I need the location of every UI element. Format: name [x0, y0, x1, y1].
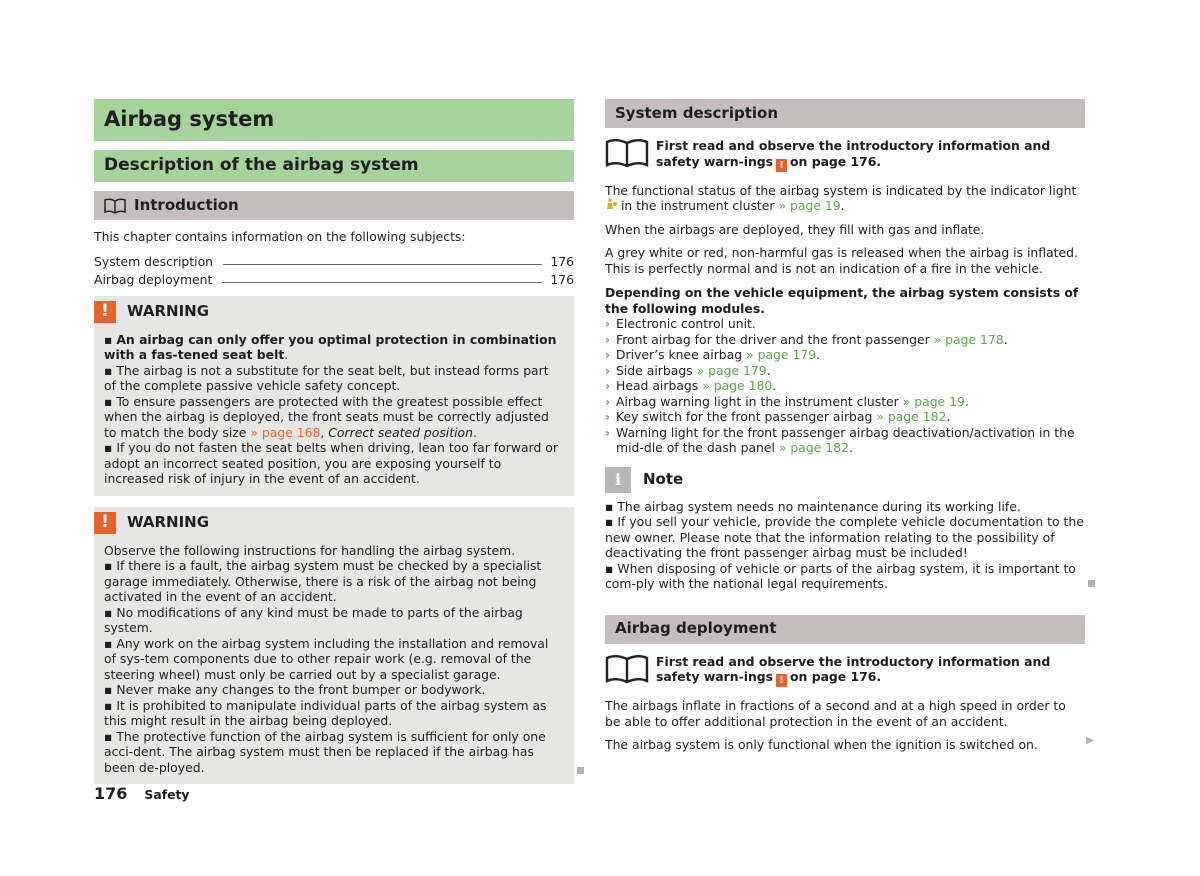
- paragraph: The airbags inflate in fractions of a second and at a high speed in order to be able to offer additional protection in the event of an accident.: [605, 698, 1066, 729]
- warning-item-text: It is prohibited to manipulate individual parts of the airbag system as this might result in the airbag being deployed.: [104, 697, 547, 728]
- section-end-marker: [577, 767, 584, 774]
- warning-item-text: Never make any changes to the front bumper or bodywork.: [116, 682, 486, 697]
- note-item-text: The airbag system needs no maintenance during its working life.: [617, 498, 1021, 514]
- list-item-text: Key switch for the front passenger airbag: [616, 409, 877, 424]
- list-item-text: Electronic control unit.: [616, 316, 756, 331]
- read-first-text-a: First read and observe the introductory information and safety warn-ings: [656, 138, 1051, 169]
- page-link[interactable]: » page 19: [902, 393, 965, 409]
- link-target-title: Correct seated position: [328, 424, 473, 440]
- airbag-deployment-header: [605, 615, 1085, 644]
- warning-item-text: The protective function of the airbag system is sufficient for only one acci-dent. The airbag system must then be replaced if the airbag has been de-ployed.: [104, 728, 546, 775]
- modules-intro: Depending on the vehicle equipment, the airbag system consists of the following modules.: [605, 285, 1079, 316]
- list-item: [605, 316, 1085, 332]
- list-item: [605, 425, 1085, 456]
- page-number: 176: [94, 784, 128, 803]
- toc-item[interactable]: [94, 270, 574, 288]
- warning-box: [94, 507, 574, 785]
- airbag-indicator-icon: [605, 198, 617, 213]
- list-item-text: .: [1003, 331, 1008, 347]
- list-item: [605, 378, 1085, 394]
- note-item-text: When disposing of vehicle or parts of the airbag system, it is important to com-ply with the national legal requirements.: [605, 560, 1076, 591]
- warning-body: [104, 332, 564, 487]
- list-item-text: Warning light for the front passenger airbag deactivation/activation in the mid-dle of the dash panel: [616, 424, 1075, 455]
- warning-exclamation-icon: !: [776, 674, 787, 687]
- warning-item-text: If you do not fasten the seat belts when driving, lean too far forward or adopt an incorrect seated position, you are exposing yourself to increased risk of injury in the event of an accident.: [104, 440, 558, 486]
- warning-item-text: ,: [320, 424, 329, 440]
- warning-item: ▪ The protective function of the airbag system is sufficient for only one acci-dent. The airbag system must then be replaced if the airbag has been de-ployed.: [104, 728, 546, 775]
- paragraph: A grey white or red, non-harmful gas is released when the airbag is inflated. This is perfectly normal and is not an indication of a fire in the vehicle.: [605, 245, 1078, 276]
- book-icon: [605, 138, 651, 172]
- warning-exclamation-icon: !: [94, 512, 116, 534]
- chapter-title: Airbag system: [94, 99, 574, 141]
- paragraph-text: in the instrument cluster: [620, 198, 775, 213]
- page-link[interactable]: » page 182: [778, 440, 849, 455]
- section-name: Safety: [144, 787, 190, 802]
- page-link[interactable]: » page 180: [702, 378, 773, 393]
- list-item-text: Airbag warning light in the instrument cluster: [616, 393, 903, 409]
- warning-item-text: .: [472, 424, 477, 440]
- warning-box: [94, 296, 574, 496]
- note-item-text: If you sell your vehicle, provide the complete vehicle documentation to the new owner. Please note that the information relating to the possibility of deactivating the front passenger airbag must be included!: [605, 514, 1084, 560]
- chevron-right-icon: ›: [605, 424, 611, 440]
- note-item: ▪ The airbag system needs no maintenance during its working life.: [605, 498, 1021, 514]
- introduction-title: Introduction: [134, 195, 239, 214]
- warning-item-text: The airbag is not a substitute for the seat belt, but instead forms part of the complete passive vehicle safety concept.: [104, 362, 549, 393]
- chevron-right-icon: ›: [605, 347, 611, 362]
- warning-header: [101, 296, 564, 328]
- read-first-text: [656, 138, 1085, 172]
- read-first-text-b: on page 176.: [790, 669, 882, 684]
- warning-intro: Observe the following instructions for handling the airbag system.: [104, 542, 516, 558]
- page-link[interactable]: » page 182: [876, 409, 947, 424]
- paragraph-text: .: [840, 198, 845, 213]
- toc-leader: [223, 264, 542, 265]
- note-item: ▪ If you sell your vehicle, provide the complete vehicle documentation to the new owner. Please note that the information relating to the possibility of deactivating the front passenger airbag must be included!: [605, 514, 1084, 560]
- warning-item: ▪ If there is a fault, the airbag system must be checked by a specialist garage immediately. Otherwise, there is a risk of the airbag not being activated in the event of an accident.: [104, 558, 542, 604]
- list-item-text: .: [816, 347, 821, 362]
- page-footer: [94, 786, 190, 803]
- list-item-text: Side airbags: [616, 362, 697, 378]
- chevron-right-icon: ›: [605, 393, 611, 409]
- airbag-deployment-title: Airbag deployment: [615, 619, 777, 638]
- toc-label: System description: [94, 254, 214, 269]
- list-item-text: .: [964, 393, 969, 409]
- list-item-text: .: [772, 378, 777, 393]
- note-body: [605, 499, 1085, 592]
- chevron-right-icon: ›: [605, 409, 611, 424]
- read-first-notice: [605, 654, 1085, 688]
- modules-list: [605, 316, 1085, 456]
- warning-body: [104, 543, 564, 776]
- introduction-text: This chapter contains information on the following subjects:: [94, 229, 466, 244]
- warning-exclamation-icon: !: [776, 159, 787, 172]
- warning-header: [101, 507, 564, 539]
- toc-label: Airbag deployment: [94, 272, 213, 287]
- system-description-title: System description: [615, 103, 779, 122]
- warning-item: ▪ Never make any changes to the front bumper or bodywork.: [104, 682, 486, 697]
- page-link[interactable]: » page 19: [778, 198, 841, 213]
- list-item-text: .: [766, 362, 771, 378]
- note-header: [605, 467, 1085, 493]
- warning-item-text: To ensure passengers are protected with the greatest possible effect when the airbag is deployed, the front seats must be correctly adjusted to match the body size: [104, 393, 549, 440]
- warning-item: ▪ To ensure passengers are protected with the greatest possible effect when the airbag is deployed, the front seats must be correctly adjusted to match the body size » page 168, Correct seated position.: [104, 393, 549, 440]
- section-end-marker: [1088, 580, 1095, 587]
- warning-title: WARNING: [127, 301, 210, 320]
- chevron-right-icon: ›: [605, 378, 611, 393]
- warning-item: ▪ Any work on the airbag system including the installation and removal of sys-tem components due to other repair work (e.g. removal of the steering wheel) must only be carried out by a specialist garage.: [104, 635, 549, 682]
- right-column: [605, 99, 1085, 753]
- toc-page: 176: [550, 254, 574, 269]
- read-first-text-a: First read and observe the introductory information and safety warn-ings: [656, 653, 1051, 684]
- read-first-text: [656, 654, 1085, 688]
- read-first-text-b: on page 176.: [790, 153, 882, 169]
- list-item-text: Driver’s knee airbag: [616, 347, 747, 362]
- chevron-right-icon: ›: [605, 362, 611, 378]
- toc-item[interactable]: [94, 252, 574, 270]
- list-item: [605, 332, 1085, 348]
- list-item-text: Front airbag for the driver and the front passenger: [616, 331, 934, 347]
- warning-exclamation-icon: !: [94, 301, 116, 323]
- info-icon: i: [605, 467, 631, 493]
- section-title: Description of the airbag system: [94, 150, 574, 182]
- warning-item: ▪ If you do not fasten the seat belts when driving, lean too far forward or adopt an incorrect seated position, you are exposing yourself to increased risk of injury in the event of an accident.: [104, 440, 558, 486]
- note-title: Note: [643, 469, 684, 488]
- list-item-text: Head airbags: [616, 378, 703, 393]
- table-of-contents: [94, 252, 574, 288]
- list-item: [605, 409, 1085, 425]
- page-link[interactable]: » page 179: [696, 362, 767, 378]
- list-item-text: .: [946, 409, 951, 424]
- book-icon: [605, 654, 651, 688]
- warning-item: ▪ The airbag is not a substitute for the seat belt, but instead forms part of the complete passive vehicle safety concept.: [104, 362, 549, 393]
- chevron-right-icon: ›: [605, 331, 611, 347]
- continued-arrow-icon: ▶: [1086, 735, 1094, 746]
- warning-item: ▪ It is prohibited to manipulate individual parts of the airbag system as this might result in the airbag being deployed.: [104, 697, 547, 728]
- page-link[interactable]: » page 178: [933, 331, 1004, 347]
- warning-item-text: Any work on the airbag system including the installation and removal of sys-tem components due to other repair work (e.g. removal of the steering wheel) must only be carried out by a specialist garage.: [104, 635, 549, 682]
- warning-item-text: .: [284, 347, 289, 362]
- warning-title: WARNING: [127, 512, 210, 531]
- warning-item-text: If there is a fault, the airbag system must be checked by a specialist garage immediately. Otherwise, there is a risk of the airbag not being activated in the event of an accident.: [104, 558, 542, 604]
- warning-item-text: No modifications of any kind must be made to parts of the airbag system.: [104, 604, 523, 635]
- paragraph: When the airbags are deployed, they fill with gas and inflate.: [605, 221, 985, 237]
- list-item: [605, 394, 1085, 410]
- book-icon: [104, 198, 126, 214]
- warning-item-bold: An airbag can only offer you optimal protection in combination with a fas-tened seat belt: [104, 331, 557, 362]
- paragraph: The airbag system is only functional when the ignition is switched on.: [605, 737, 1038, 752]
- list-item: [605, 347, 1085, 363]
- paragraph-text: The functional status of the airbag system is indicated by the indicator light: [605, 182, 1077, 198]
- list-item-text: .: [848, 440, 853, 455]
- warning-item: ▪ An airbag can only offer you optimal protection in combination with a fas-tened seat belt.: [104, 331, 557, 362]
- chevron-right-icon: ›: [605, 316, 611, 331]
- page-link[interactable]: » page 179: [746, 347, 817, 362]
- paragraph: [605, 183, 1085, 214]
- note-item: ▪ When disposing of vehicle or parts of the airbag system, it is important to com-ply with the national legal requirements.: [605, 560, 1076, 591]
- toc-leader: [222, 282, 542, 283]
- list-item: [605, 363, 1085, 379]
- warning-item: ▪ No modifications of any kind must be made to parts of the airbag system.: [104, 604, 523, 635]
- read-first-notice: [605, 138, 1085, 172]
- toc-page: 176: [550, 272, 574, 287]
- page-link[interactable]: » page 168: [250, 424, 321, 440]
- introduction-header: [94, 191, 574, 220]
- system-description-header: [605, 99, 1085, 128]
- left-column: [94, 99, 574, 784]
